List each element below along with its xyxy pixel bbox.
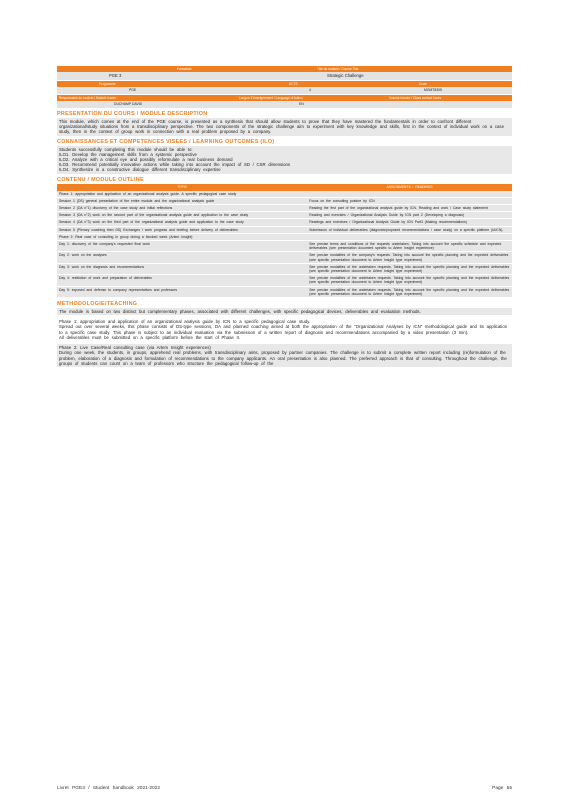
outline-topic: Day 3: work on the diagnosis and recommendations bbox=[57, 263, 307, 274]
formation-label: Formation bbox=[177, 67, 192, 71]
table-row bbox=[57, 226, 512, 233]
phase2-text: During one week, the students, in groups, apprehend real problems, with transdisciplinary aims, proposed by partner companies. The challenge is to submit a complete written report including (re)formulation of the problem, elaboration of a diagnosis and formulation of recommendations to the company applicants. An oral presentation is also planned. The preferred approach is that of consulting. Throughout the challenge, the groups of students can count on a team of professors who structure the pedagogical follow-up of the bbox=[59, 350, 507, 366]
header-row3-values bbox=[57, 101, 512, 108]
course-title-label: Title du module / Course Title bbox=[317, 67, 359, 71]
module-leader-label: Responsable du module / Module leader bbox=[59, 96, 117, 100]
outline-topic: Session 2 (DA n°1) discovery of the case study and initial reflections bbox=[57, 205, 307, 212]
outline-topic: Session 5 (Plenary coaching then DS) Exchanges / work progress and briefing before delivery of deliverables bbox=[57, 226, 307, 233]
phase1-end: All deliverables must be submitted on a specific platform before the start of Phase II. bbox=[59, 334, 241, 340]
module-leader-value: DUCHAMP DAVID bbox=[114, 102, 143, 106]
ilo-item: ILO2. Analyze with a critical eye and possibly reformulate a real business demand bbox=[59, 157, 233, 163]
outline-head-assignments: ASSIGNMENTS / READINGS bbox=[307, 184, 512, 191]
outline-assignment: Reading and exercises / Organizational Analysis Guide by ICN part 2 (Developing a diagnosis) bbox=[307, 212, 512, 219]
outline-assignment: Reading the first part of the organizational analysis guide by ICN. Reading and work / Case study statement bbox=[307, 205, 512, 212]
table-row bbox=[57, 286, 512, 297]
code-value: MGMT8305 bbox=[424, 88, 442, 92]
language-value: EN bbox=[299, 102, 304, 106]
footer-handbook-label: Livret PGE3 / Student handbook 2021-2022 bbox=[57, 786, 161, 791]
outline-topic: Session 4 (DA n°3) work on the third part of the organizational analysis guide and application to the case study bbox=[57, 219, 307, 226]
outline-topic: Day 4: restitution of work and preparation of deliverables bbox=[57, 275, 307, 286]
handbook-page bbox=[57, 66, 512, 367]
table-row bbox=[57, 205, 512, 212]
outline-header-row bbox=[57, 184, 512, 191]
outline-assignment: See precise modalities of the undertaken requests. Taking into account the specific planning and the expected deliverables (see specific presentation document to Artem Insight type experiment) bbox=[307, 263, 512, 274]
outline-assignment: See precise modalities of the undertaken requests. Taking into account the specific planning and the expected deliverables (see specific presentation document to Artem Insight type experiment) bbox=[307, 275, 512, 286]
outline-topic: Day 2: work on the analyses bbox=[57, 252, 307, 263]
outline-title: CONTENU / MODULE OUTLINE bbox=[57, 176, 144, 183]
phase1-title: Phase 1: appropriation and application of an organizational analysis guide by ICN to a specific pedagogical case study. bbox=[59, 319, 311, 325]
formation-value: PGE 3 bbox=[109, 73, 122, 78]
header-row2-values bbox=[57, 87, 512, 94]
course-title-value: Strategic Challenge bbox=[327, 73, 364, 78]
phase1-text: Spread out over several weeks, this phase consists of DS-type sessions, DA and planned coaching aimed at both the appropriation of the "Organizational Analyses by ICN" methodological guide and its application to a specific case study. This phase is subject to an individual evaluation via the submission of a written report of diagnosis and recommendations accompanied by a video presentation (3 min). bbox=[59, 324, 508, 335]
table-row bbox=[57, 197, 512, 204]
competences-title: CONNAISSANCES ET COMPETENCES VISEES / LEARNING OUTCOMES (ILO) bbox=[57, 138, 275, 145]
outline-assignment: Focus on the consulting posture by ICN bbox=[307, 197, 512, 204]
contact-hours-value bbox=[417, 101, 512, 108]
ilo-item: ILO1. Develop the management skills from a systemic perspective bbox=[59, 151, 197, 157]
table-row bbox=[57, 219, 512, 226]
methodology-box bbox=[57, 308, 512, 315]
outline-assignment: Readings and exercises / Organizational Analysis Guide by ICN Part3 (Making recommendations) bbox=[307, 219, 512, 226]
phase2-title: Phase 2: Live Case/Real consulting case (via Artem Insight experiences) bbox=[59, 345, 211, 351]
table-row bbox=[57, 233, 512, 240]
competences-box bbox=[57, 146, 512, 174]
outline-topic: Session 3 (DA n°2) work on the second part of the organizational analysis guide and application to the case study bbox=[57, 212, 307, 219]
programme-value: PGE bbox=[129, 88, 137, 92]
outline-topic: Day 5: exposed and defense to company representatives and professors bbox=[57, 286, 307, 297]
table-row bbox=[57, 212, 512, 219]
ilo-item: ILO4. Synthesize in a constructive dialogue different transdisciplinary expertise bbox=[59, 167, 221, 173]
table-row bbox=[57, 263, 512, 274]
outline-assignment: See precise terms and conditions of the requests undertaken. Taking into account the specific schedule and expected deliverables (see presentation document specific to Artem Insight experience) bbox=[307, 241, 512, 252]
outline-table bbox=[57, 184, 512, 298]
outline-assignment: Submission of individual deliverables (diagnosis/proposed recommendations / case study) on a specific platform (IAICN). bbox=[307, 226, 512, 233]
outline-assignment: See precise modalities of the company's requests. Taking into account the specific planning and the expected deliverables (see specific presentation document to Artem Insight type experiment) bbox=[307, 252, 512, 263]
ilo-item: ILO3. Recommend potentially innovative actions while taking into account the impact of SD / CSR dimensions bbox=[59, 162, 291, 168]
code-label: Code bbox=[419, 82, 427, 86]
contact-hours-label: Volume horaire / Class contact hours bbox=[389, 96, 442, 100]
outline-assignment: See precise modalities of the undertaken requests. Taking into account the specific planning and the expected deliverables (see specific presentation document to Artem Insight type experiment) bbox=[307, 286, 512, 297]
ects-label: ECTS bbox=[289, 82, 298, 86]
outline-topic: Day 1: discovery of the company's requested final work bbox=[57, 241, 307, 252]
programme-label: Programme bbox=[99, 82, 116, 86]
outline-head-topic: TOPIC bbox=[57, 184, 307, 191]
language-label: Langue d'enseignement / Language of tuition bbox=[239, 96, 303, 100]
outline-topic: Session 1 (DS) general presentation of the entire module and the organizational analysis guide bbox=[57, 197, 307, 204]
presentation-title: PRESENTATION DU COURS / MODULE DESCRIPTION bbox=[57, 111, 208, 117]
competences-intro: Students successfully completing this module should be able to: bbox=[59, 146, 193, 152]
table-row bbox=[57, 241, 512, 252]
outline-assignment bbox=[307, 233, 512, 240]
methodology-title: METHODOLOGIE/TEACHING bbox=[57, 301, 138, 308]
table-row bbox=[57, 191, 512, 198]
ects-value: 4 bbox=[309, 88, 311, 92]
outline-topic: Phase 1: appropriation and application of an organizational analysis guide. A specific pedagogical case study bbox=[57, 191, 307, 198]
table-row bbox=[57, 252, 512, 263]
header-row1-values bbox=[57, 72, 512, 80]
presentation-text: This module, which comes at the end of the PGE course, is presented as a synthesis that should allow students to prove that they have mastered the fundamentals in order to confront different organizational/study situations from a transdisciplinary perspective. The two components of the strategic challenge aim to experiment with key knowledge and skills, first in the context of individual work on a case study, then in the context of group work in connection with a real problem proposed by a company. bbox=[59, 119, 504, 135]
outline-assignment bbox=[307, 191, 512, 198]
phase2-block bbox=[57, 344, 512, 367]
outline-topic: Phase 2: Real case of consulting in group during a blocked week (Artem Insight) bbox=[57, 233, 307, 240]
phase1-block bbox=[57, 319, 512, 340]
presentation-box bbox=[57, 118, 512, 136]
page-footer bbox=[57, 786, 512, 791]
page-number: Page 55 bbox=[492, 786, 512, 791]
methodology-intro: The module is based on two distinct but complementary phases, associated with different challenges, with specific pedagogical devices, deliverables and evaluation methods. bbox=[59, 309, 421, 315]
table-row bbox=[57, 275, 512, 286]
